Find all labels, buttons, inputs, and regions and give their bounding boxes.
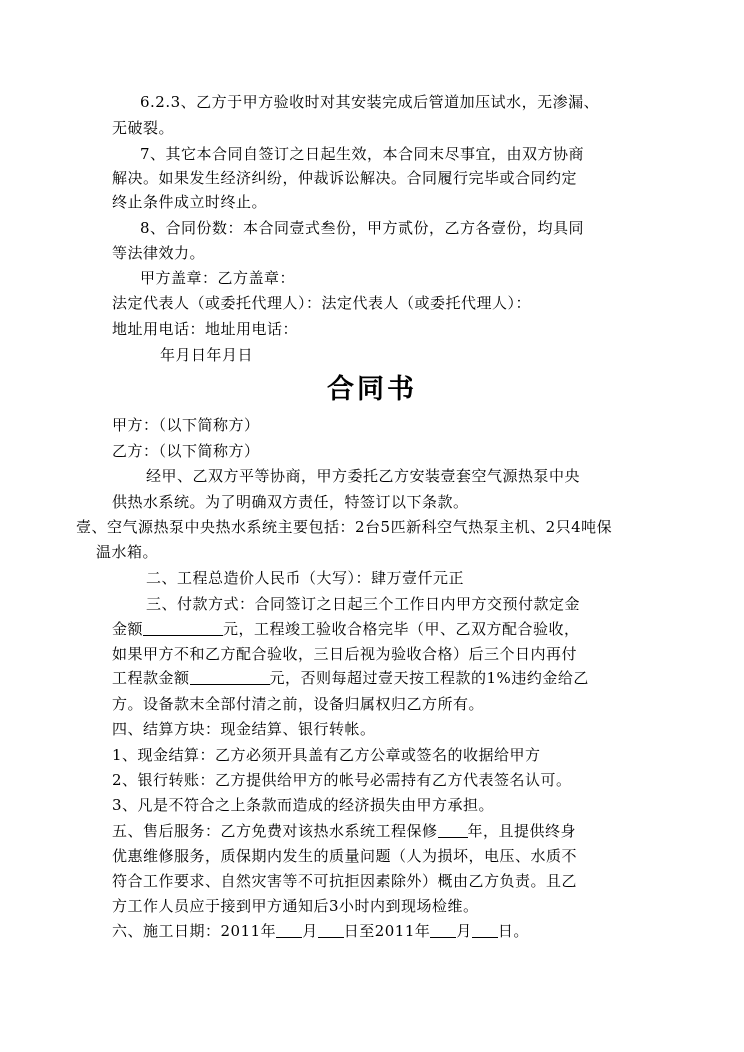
start-day-blank <box>318 922 344 938</box>
intro-line-1: 经甲、乙双方平等协商，甲方委托乙方安装壹套空气源热泵中央 <box>146 467 581 485</box>
clause-8-line-1: 8、合同份数：本合同壹式叁份，甲方贰份，乙方各壹份，均具同 <box>140 219 585 237</box>
end-month-blank <box>430 922 456 938</box>
clause-5-line-3: 符合工作要求、自然灾害等不可抗拒因素除外）概由乙方负责。且乙 <box>112 872 578 890</box>
end-day-blank <box>472 922 498 938</box>
clause-1-line-1: 壹、空气源热泵中央热水系统主要包括：2台5匹新科空气热泵主机、2只4吨保 <box>76 518 613 536</box>
party-b-line: 乙方：（以下简称方） <box>112 442 260 460</box>
document-title: 合同书 <box>327 374 417 405</box>
warranty-years-blank <box>438 822 468 838</box>
clause-6-2-3-line-2: 无破裂。 <box>112 119 175 137</box>
clause-3-line-5: 方。设备款末全部付清之前，设备归属权归乙方所有。 <box>112 695 485 713</box>
deposit-amount-blank <box>143 620 223 636</box>
start-month-text: 月 <box>302 922 318 940</box>
party-a-line: 甲方：（以下简称方） <box>112 416 260 434</box>
clause-7-line-3: 终止条件成立时终止。 <box>112 193 268 211</box>
end-day-text: 日。 <box>497 922 529 940</box>
end-year-text: 日至2011年 <box>343 922 431 940</box>
clause-3-line-3: 如果甲方不和乙方配合验收，三日后视为验收合格）后三个日内再付 <box>112 645 578 663</box>
seal-line: 甲方盖章：乙方盖章： <box>140 269 296 287</box>
clause-4-item-2: 2、银行转账：乙方提供给甲方的帐号必需持有乙方代表签名认可。 <box>112 771 572 789</box>
project-payment-blank <box>190 669 270 685</box>
clause-5-line-2: 优惠维修服务，质保期内发生的质量问题（人为损坏，电压、水质不 <box>112 847 578 865</box>
clause-7-line-2: 解决。如果发生经济纠纷，仲裁诉讼解决。合同履行完毕或合同约定 <box>112 169 578 187</box>
deposit-amount-label: 金额 <box>112 620 144 638</box>
date-line: 年月日年月日 <box>160 346 254 364</box>
clause-6-2-3-line-1: 6.2.3、乙方于甲方验收时对其安装完成后管道加压试水，无渗漏、 <box>140 93 600 111</box>
clause-4-heading: 四、结算方块：现金结算、银行转帐。 <box>112 720 376 738</box>
start-year-text: 六、施工日期：2011年 <box>112 922 277 940</box>
clause-2-total-price: 二、工程总造价人民币（大写）：肆万壹仟元正 <box>146 569 465 587</box>
clause-5-line-4: 方工作人员应于接到甲方通知后3小时内到现场检维。 <box>112 897 479 915</box>
project-payment-label: 工程款金额 <box>112 669 190 687</box>
lifetime-service-text: 年，且提供终身 <box>467 822 577 840</box>
clause-4-item-3: 3、凡是不符合之上条款而造成的经济损失由甲方承担。 <box>112 796 495 814</box>
clause-6-construction-date <box>112 921 529 941</box>
start-month-blank <box>276 922 302 938</box>
clause-4-item-1: 1、现金结算：乙方必须开具盖有乙方公章或签名的收据给甲方 <box>112 746 541 764</box>
address-phone-line: 地址用电话：地址用电话： <box>112 320 299 338</box>
acceptance-text: 元，工程竣工验收合格完毕（甲、乙双方配合验收， <box>223 620 580 638</box>
clause-3-line-1: 三、付款方式：合同签订之日起三个工作日内甲方交预付款定金 <box>146 595 581 613</box>
clause-3-line-4 <box>112 668 589 688</box>
penalty-text: 元，否则每超过壹天按工程款的1%违约金给乙 <box>269 669 589 687</box>
clause-7-line-1: 7、其它本合同自签订之日起生效，本合同末尽事宜，由双方协商 <box>140 145 585 163</box>
clause-5-line-1 <box>112 821 576 841</box>
clause-3-line-2 <box>112 619 580 639</box>
representative-line: 法定代表人（或委托代理人）：法定代表人（或委托代理人）： <box>112 294 532 312</box>
clause-8-line-2: 等法律效力。 <box>112 244 206 262</box>
warranty-text: 五、售后服务：乙方免费对该热水系统工程保修 <box>112 822 438 840</box>
clause-1-line-2: 温水箱。 <box>96 543 159 561</box>
intro-line-2: 供热水系统。为了明确双方责任，特签订以下条款。 <box>112 493 469 511</box>
end-month-text: 月 <box>456 922 472 940</box>
